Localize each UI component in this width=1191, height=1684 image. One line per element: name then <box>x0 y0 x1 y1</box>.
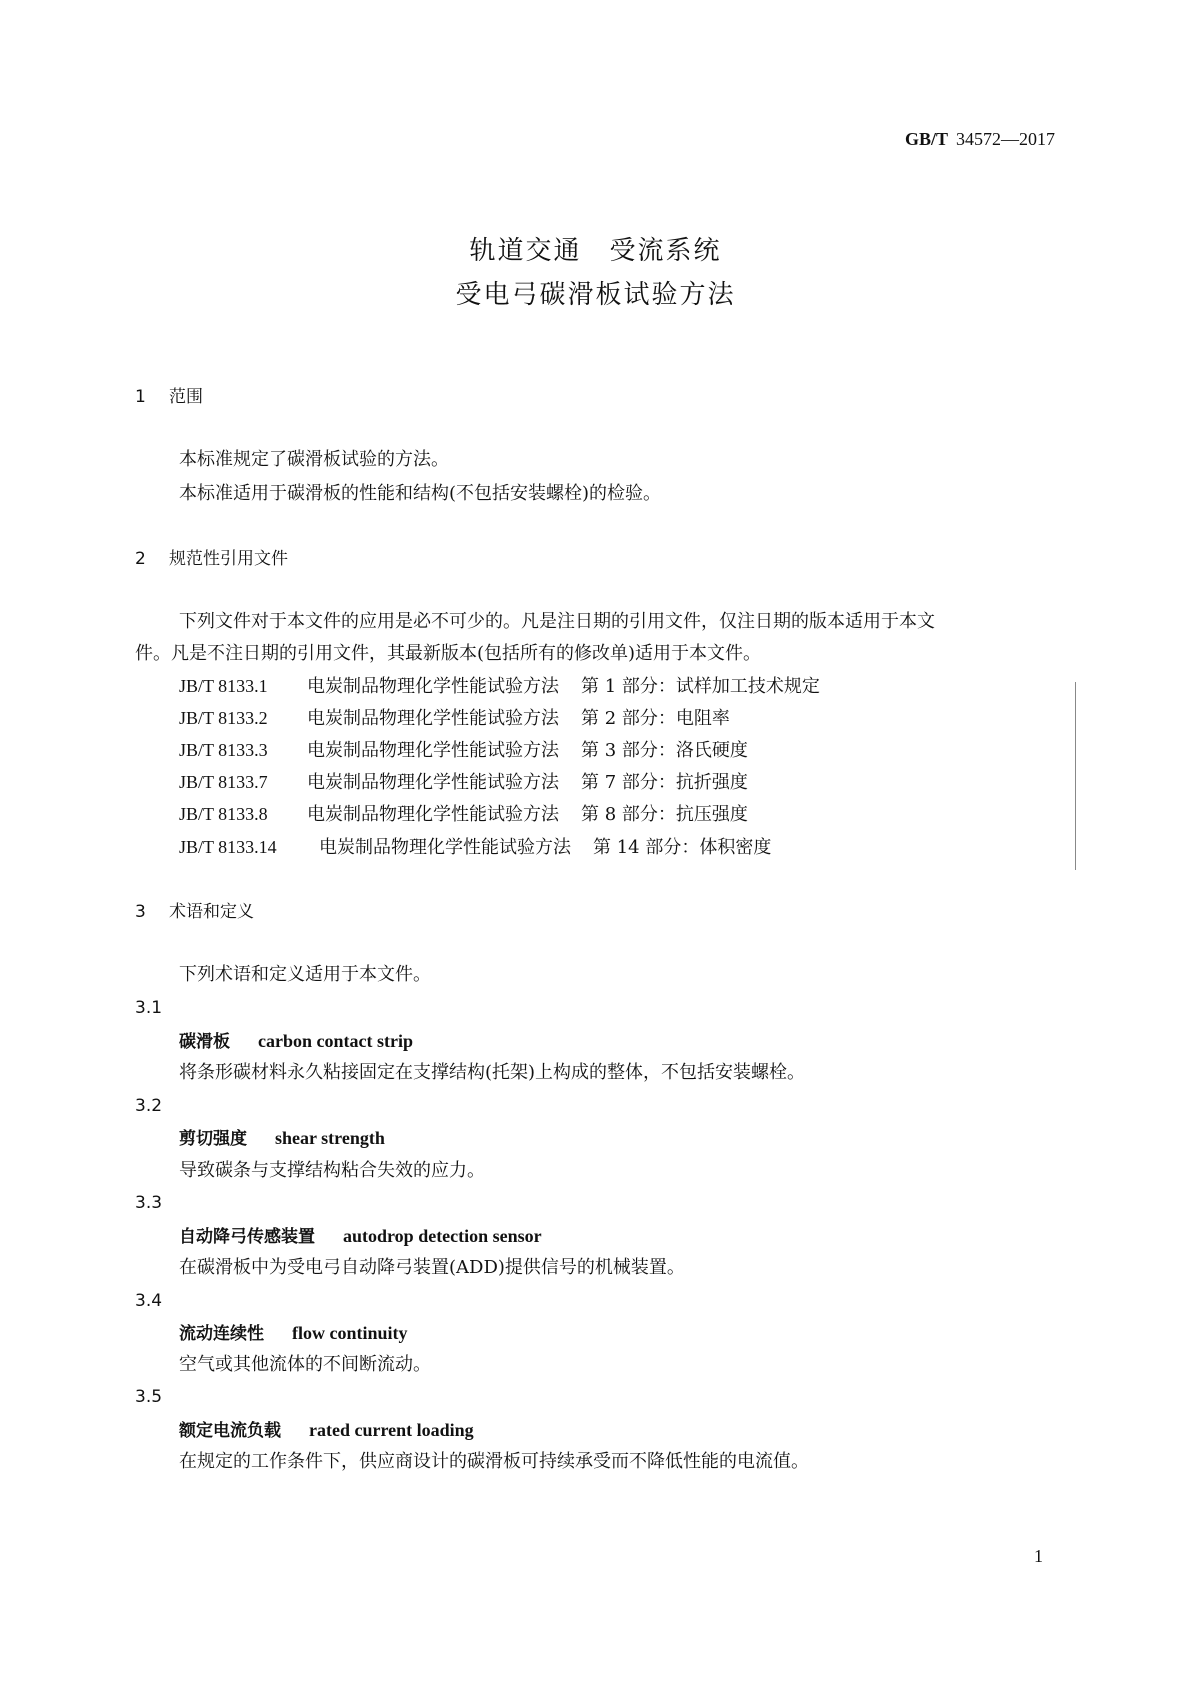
term-definition: 在碳滑板中为受电弓自动降弓装置(ADD)提供信号的机械装置。 <box>179 1257 685 1278</box>
ref-title: 电炭制品物理化学性能试验方法 <box>307 772 559 793</box>
term-number: 3.2 <box>135 1096 163 1116</box>
section-title: 范围 <box>169 387 203 407</box>
ref-title: 电炭制品物理化学性能试验方法 <box>307 740 559 761</box>
ref-code: JB/T 8133.14 <box>179 837 277 857</box>
standard-prefix: GB/T <box>904 129 948 149</box>
section-1-heading <box>135 386 203 408</box>
ref-part: 第 8 部分：抗压强度 <box>581 804 748 825</box>
paragraph: 本标准适用于碳滑板的性能和结构(不包括安装螺栓)的检验。 <box>179 483 662 504</box>
ref-part: 第 14 部分：体积密度 <box>593 837 772 858</box>
term-zh: 碳滑板 <box>179 1032 230 1052</box>
ref-title: 电炭制品物理化学性能试验方法 <box>307 676 559 697</box>
reference-item <box>179 771 748 794</box>
term-zh: 自动降弓传感装置 <box>179 1227 315 1247</box>
reference-item <box>179 707 730 730</box>
section-3-heading <box>135 901 254 923</box>
ref-code: JB/T 8133.1 <box>179 676 268 696</box>
reference-item <box>179 675 820 698</box>
standard-number <box>905 128 1055 150</box>
ref-part: 第 1 部分：试样加工技术规定 <box>581 676 820 697</box>
term-definition: 导致碳条与支撑结构粘合失效的应力。 <box>179 1160 485 1181</box>
term-zh: 剪切强度 <box>179 1129 247 1149</box>
term-number: 3.5 <box>135 1387 163 1407</box>
term-definition: 将条形碳材料永久粘接固定在支撑结构(托架)上构成的整体，不包括安装螺栓。 <box>179 1062 806 1083</box>
term-definition: 空气或其他流体的不间断流动。 <box>179 1354 431 1375</box>
term-en: shear strength <box>275 1128 385 1148</box>
ref-code: JB/T 8133.3 <box>179 740 268 760</box>
paragraph: 下列文件对于本文件的应用是必不可少的。凡是注日期的引用文件，仅注日期的版本适用于本文 <box>179 611 935 632</box>
reference-item <box>179 803 748 826</box>
paragraph: 本标准规定了碳滑板试验的方法。 <box>179 449 449 470</box>
title-line-2: 受电弓碳滑板试验方法 <box>455 280 736 310</box>
term-en: carbon contact strip <box>258 1031 413 1051</box>
section-2-heading <box>135 548 288 570</box>
ref-code: JB/T 8133.8 <box>179 804 268 824</box>
term-heading <box>179 1322 408 1345</box>
term-heading <box>179 1030 413 1053</box>
page-number: 1 <box>1034 1546 1043 1566</box>
change-bar <box>1075 682 1076 870</box>
ref-part: 第 3 部分：洛氏硬度 <box>581 740 748 761</box>
ref-title: 电炭制品物理化学性能试验方法 <box>307 708 559 729</box>
term-heading <box>179 1127 385 1150</box>
section-number: 1 <box>135 387 146 407</box>
term-heading <box>179 1225 542 1248</box>
term-en: flow continuity <box>292 1323 408 1343</box>
term-number: 3.4 <box>135 1291 163 1311</box>
ref-code: JB/T 8133.7 <box>179 772 268 792</box>
term-zh: 流动连续性 <box>179 1324 264 1344</box>
reference-item <box>179 739 748 762</box>
paragraph: 下列术语和定义适用于本文件。 <box>179 964 431 985</box>
section-title: 术语和定义 <box>169 902 254 922</box>
term-definition: 在规定的工作条件下，供应商设计的碳滑板可持续承受而不降低性能的电流值。 <box>179 1451 809 1472</box>
ref-code: JB/T 8133.2 <box>179 708 268 728</box>
term-en: rated current loading <box>309 1420 474 1440</box>
ref-title: 电炭制品物理化学性能试验方法 <box>319 837 571 858</box>
ref-part: 第 7 部分：抗折强度 <box>581 772 748 793</box>
section-title: 规范性引用文件 <box>169 549 288 569</box>
term-zh: 额定电流负载 <box>179 1421 281 1441</box>
title-line-1: 轨道交通 受流系统 <box>469 236 722 266</box>
section-number: 3 <box>135 902 146 922</box>
ref-title: 电炭制品物理化学性能试验方法 <box>307 804 559 825</box>
term-en: autodrop detection sensor <box>343 1226 542 1246</box>
ref-part: 第 2 部分：电阻率 <box>581 708 730 729</box>
reference-item <box>179 836 771 859</box>
paragraph: 件。凡是不注日期的引用文件，其最新版本(包括所有的修改单)适用于本文件。 <box>135 643 762 664</box>
section-number: 2 <box>135 549 146 569</box>
term-number: 3.1 <box>135 998 163 1018</box>
term-number: 3.3 <box>135 1193 163 1213</box>
standard-code: 34572—2017 <box>956 129 1055 149</box>
term-heading <box>179 1419 474 1442</box>
